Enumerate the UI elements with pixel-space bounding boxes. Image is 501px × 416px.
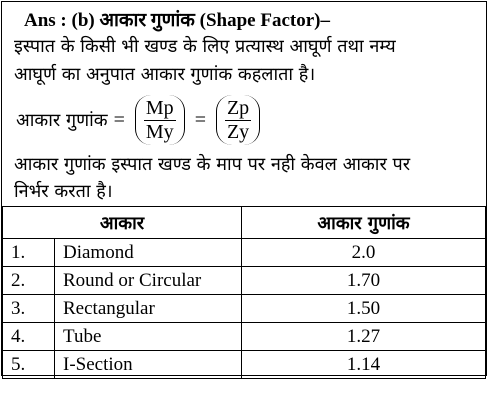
formula-equals-1: = [113,108,125,131]
row-number: 5. [3,351,55,379]
fraction-mp-my [135,95,185,145]
row-factor: 1.50 [242,295,486,323]
row-number: 1. [3,239,55,267]
row-number: 3. [3,295,55,323]
row-shape: Rectangular [55,295,242,323]
fraction-zp-zy [216,95,260,145]
row-shape: Round or Circular [55,267,242,295]
row-shape: I-Section [55,351,242,379]
shape-factor-formula [16,92,264,148]
header-shape: आकार [3,207,242,239]
row-factor: 1.14 [242,351,486,379]
table-header-row [3,207,486,239]
numerator-mp: Mp [145,96,174,119]
numerator-zp: Zp [226,96,250,119]
table-row [3,351,486,379]
intro-line-1: इस्पात के किसी भी खण्ड के लिए प्रत्यास्थ आघूर्ण तथा नम्य [14,36,396,57]
formula-equals-2: = [194,108,206,131]
row-factor: 1.27 [242,323,486,351]
row-shape: Tube [55,323,242,351]
table-row [3,239,486,267]
row-factor: 2.0 [242,239,486,267]
note-line-1: आकार गुणांक इस्पात खण्ड के माप पर नही केवल आकार पर [14,154,411,175]
note-line-2: निर्भर करता है। [14,181,113,202]
table-row [3,295,486,323]
row-number: 4. [3,323,55,351]
denominator-zy: Zy [226,120,250,143]
row-number: 2. [3,267,55,295]
row-shape: Diamond [55,239,242,267]
row-factor: 1.70 [242,267,486,295]
intro-line-2: आघूर्ण का अनुपात आकार गुणांक कहलाता है। [14,64,316,85]
answer-heading: Ans : (b) आकार गुणांक (Shape Factor)– [24,10,330,31]
table-row [3,267,486,295]
shape-factor-table [2,206,486,379]
denominator-my: My [145,120,174,143]
table-row [3,323,486,351]
header-shape-factor: आकार गुणांक [242,207,486,239]
formula-label: आकार गुणांक [16,110,108,131]
